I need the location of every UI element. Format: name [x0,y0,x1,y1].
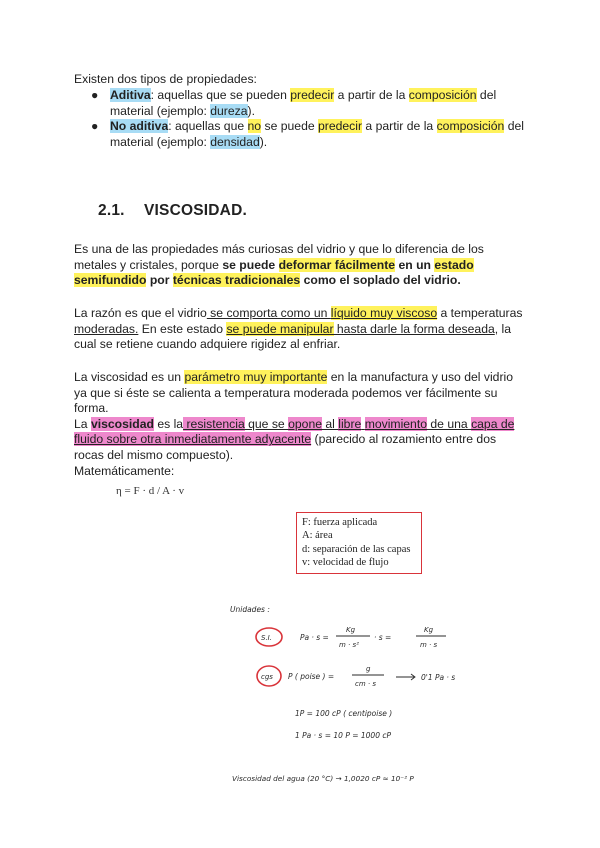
legend-item: v: velocidad de flujo [302,557,389,569]
handwritten-units [228,598,480,794]
si-fraction1-denominator: m · s² [339,641,359,649]
properties-list [74,88,529,150]
cgs-fraction-numerator: g [366,665,371,673]
cgs-equation: P ( poise ) = [288,672,335,681]
legend-item: A: área [302,530,333,542]
section-title: VISCOSIDAD. [144,202,247,219]
cgs-label: cgs [261,673,273,681]
legend-item: F: fuerza aplicada [302,517,378,528]
paragraph-viscosity: La viscosidad es un parámetro muy importante en la manufactura y uso del vidrio ya que si éste se calienta a temperatura moderada podemos ver fácilmente su forma. La viscosidad es la resistencia que se opone al libre movimiento de una capa de fluido sobre otra inmediatamente adyacente (parecido al rozamiento entre dos rocas del mismo compuesto). Matemáticamente: [74,370,515,478]
si-label: S.I. [261,634,272,642]
list-item: ● Aditiva: aquellas que se pueden predecir a partir de la composición del material (ejemplo: dureza). [91,88,497,118]
list-item: ● No aditiva: aquellas que no se puede predecir a partir de la composición del material (ejemplo: densidad). [91,119,524,149]
bullet-icon: ● [91,88,99,102]
si-fraction2-numerator: Kg [424,626,434,634]
cgs-result: 0'1 Pa · s [421,673,456,682]
water-viscosity: Viscosidad del agua (20 °C) → 1,0020 cP ≈ 10⁻² P [232,774,414,783]
si-fraction1-numerator: Kg [346,626,356,634]
intro-text: Existen dos tipos de propiedades: [74,72,257,86]
bullet-icon: ● [91,119,99,134]
si-fraction2-denominator: m · s [420,641,438,649]
viscosity-formula: η = F · d / A · v [116,485,185,497]
additive-label: Aditiva [110,88,151,102]
non-additive-label: No aditiva [110,119,169,134]
legend-item: d: separación de las capas [302,543,411,555]
paragraph-reason: La razón es que el vidrio se comporta como un líquido muy viscoso a temperaturas moderadas. En este estado se puede manipular hasta darle la forma deseada, la cual se retiene cuando adquiere rigidez al enfriar. [74,306,523,352]
variables-legend [296,512,422,574]
units-title: Unidades : [230,605,270,614]
pascal-conversion: 1 Pa · s = 10 P = 1000 cP [295,731,392,740]
si-equation: Pa · s = [300,633,329,642]
poise-conversion: 1P = 100 cP ( centipoise ) [295,709,393,718]
section-number: 2.1. [98,202,125,219]
cgs-fraction-denominator: cm · s [355,680,376,688]
section-heading [98,202,247,220]
si-middle: · s = [374,633,392,642]
paragraph-intro: Es una de las propiedades más curiosas del vidrio y que lo diferencia de los metales y cristales, porque se puede deformar fácilmente en un estado semifundido por técnicas tradicionales como el soplado del vidrio. [74,242,484,288]
